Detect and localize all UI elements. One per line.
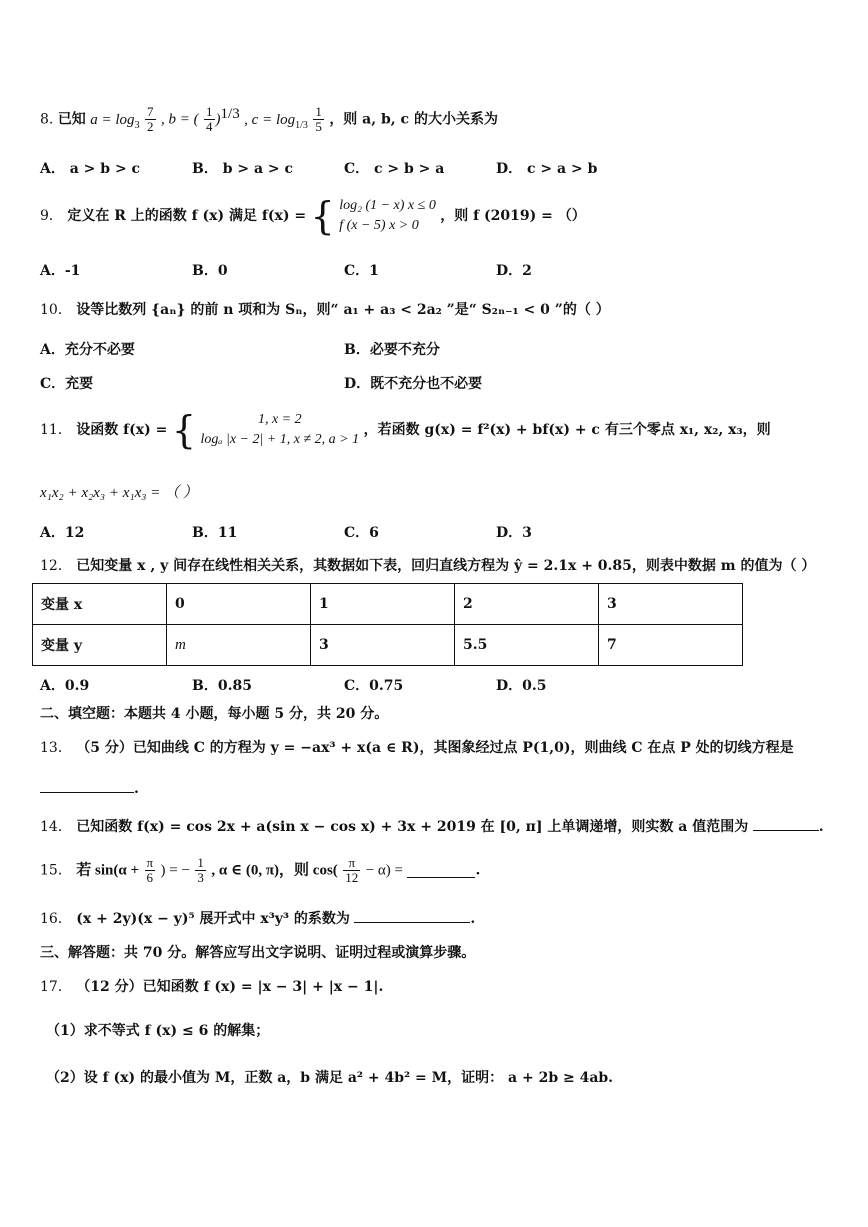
question-lead: 设函数 f(x) = (76, 422, 168, 438)
question-tail: ，则 a, b, c 的大小关系为 (329, 111, 498, 128)
option-c: C．6 (344, 525, 379, 541)
table-cell: 3 (599, 584, 743, 625)
option-a: A．12 (40, 525, 85, 541)
option-a: A．充分不必要 (40, 342, 135, 358)
table-cell: 7 (599, 625, 743, 666)
answer-blank (354, 908, 470, 923)
question-text: 已知函数 f(x) = cos 2x + a(sin x − cos x) + 3x + 2019 在 [0, π] 上单调递增，则实数 a 值范围为 (76, 819, 749, 835)
question-text: （12 分）已知函数 f (x) = |x − 3| + |x − 1|. (76, 979, 384, 995)
table-cell: 2 (455, 584, 599, 625)
question-15: 15． 若 sin(α + $\frac{\pi}{6}$ ) = − $\frac{1}{3}$ , α ∈ (0, π)，则 cos( $\frac{\pi}{12}$ − α) = . (40, 855, 481, 885)
option-a: A．-1 (40, 263, 81, 279)
question-number: 12． (40, 558, 72, 574)
question-17 (40, 977, 383, 997)
question-12 (40, 556, 815, 576)
option-b: B．0.85 (192, 678, 252, 694)
section-heading: 三、解答题：共 70 分。解答应写出文字说明、证明过程或演算步骤。 (40, 945, 476, 961)
option-b: B．必要不充分 (344, 342, 440, 358)
question-number: 9． (40, 208, 63, 224)
question-number: 17． (40, 979, 72, 995)
option-b: B． b > a > c (192, 161, 294, 177)
table-row (33, 584, 743, 625)
question-number: 15． (40, 862, 72, 879)
option-c: C． c > b > a (344, 161, 445, 177)
question-11-line2: x₁x₂ + x₂x₃ + x₁x₃ = （ ） (40, 485, 198, 501)
expr-b: , b = ( (160, 111, 199, 128)
question-16: 16． (x + 2y)(x − y)⁵ 展开式中 x³y³ 的系数为 . (40, 908, 475, 929)
question-number: 13． (40, 740, 72, 756)
exponent: 1/3 (220, 106, 240, 122)
expr-c: , $c = \log_{1/3}$ (244, 111, 308, 131)
question-lead: 已知 (57, 111, 86, 128)
data-table (32, 583, 743, 666)
fraction: $\frac{\pi}{12}$ (345, 855, 359, 885)
fraction: $\frac{1}{4}$ (206, 104, 213, 135)
answer-blank-line: . (40, 778, 139, 799)
option-d: D．3 (496, 525, 532, 541)
brace: { (171, 408, 197, 452)
table-cell: m (167, 625, 311, 666)
piecewise-cases: log₂ (1 − x) x ≤ 0 f (x − 5) x > 0 (339, 198, 436, 233)
fraction: $\frac{\pi}{6}$ (146, 855, 154, 885)
option-a: A．0.9 (40, 678, 90, 694)
table-cell: 3 (311, 625, 455, 666)
table-cell: 变量 x (33, 584, 167, 625)
expr-a: $a = \log_3$ (90, 111, 140, 131)
table-cell: 变量 y (33, 625, 167, 666)
answer-blank (40, 778, 134, 793)
option-d: D．2 (496, 263, 532, 279)
option-b: B．11 (192, 525, 238, 541)
table-cell: 1 (311, 584, 455, 625)
option-c: C．1 (344, 263, 379, 279)
section-heading: 二、填空题：本题共 4 小题，每小题 5 分，共 20 分。 (40, 706, 389, 722)
answer-blank (753, 816, 819, 831)
brace: { (310, 194, 335, 238)
question-number: 11． (40, 422, 72, 438)
piecewise-cases: 1, x = 2 logₐ |x − 2| + 1, x ≠ 2, a > 1 (200, 412, 360, 447)
option-d: D．0.5 (496, 678, 547, 694)
answer-blank (407, 863, 475, 878)
question-lead: 定义在 R 上的函数 f (x) 满足 f(x) = (67, 208, 307, 224)
question-text: 设等比数列 {aₙ} 的前 n 项和为 Sₙ，则“ a₁ + a₃ < 2a₂ ”是“ S₂ₙ₋₁ < 0 ”的（ ） (76, 302, 610, 318)
question-17-part-1: （1）求不等式 f (x) ≤ 6 的解集； (46, 1023, 270, 1039)
fraction: $\frac{1}{3}$ (197, 855, 204, 885)
question-number: 16． (40, 911, 72, 927)
question-text: 已知变量 x , y 间存在线性相关关系，其数据如下表，回归直线方程为 ŷ = 2.1x + 0.85，则表中数据 m 的值为（ ） (76, 558, 816, 574)
table-row (33, 625, 743, 666)
question-9 (40, 196, 586, 240)
question-11 (40, 410, 771, 458)
table-cell: 0 (167, 584, 311, 625)
question-13 (40, 738, 794, 758)
table-cell: 5.5 (455, 625, 599, 666)
question-number: 14． (40, 819, 72, 835)
question-text: (x + 2y)(x − y)⁵ 展开式中 x³y³ 的系数为 (76, 911, 350, 927)
question-8: 8. 已知 $a = \log_3$ $\frac{7}{2}$ , b = ( $\frac{1}{4}$ )$^{1/3}$ , $c = \log_{1/3}$ $\frac{1}{5}$ ，则 a, b, c 的大小关系为 (40, 104, 498, 135)
fraction: $\frac{1}{5}$ (315, 104, 322, 135)
question-text: （5 分）已知曲线 C 的方程为 y = −ax³ + x(a ∈ R)，其图象经过点 P(1,0)，则曲线 C 在点 P 处的切线方程是 (76, 740, 794, 756)
option-d: D． c > a > b (496, 161, 598, 177)
question-14: 14． 已知函数 f(x) = cos 2x + a(sin x − cos x) + 3x + 2019 在 [0, π] 上单调递增，则实数 a 值范围为 . (40, 816, 824, 837)
option-b: B．0 (192, 263, 228, 279)
question-number: 8. (40, 111, 54, 128)
option-d: D．既不充分也不必要 (344, 376, 483, 392)
option-c: C．充要 (40, 376, 94, 392)
option-c: C．0.75 (344, 678, 404, 694)
question-10 (40, 300, 610, 320)
question-tail: ，若函数 g(x) = f²(x) + bf(x) + c 有三个零点 x₁, x₂, x₃，则 (363, 422, 771, 438)
question-tail: ，则 f (2019) = （） (440, 208, 586, 224)
option-a: A． a > b > c (40, 161, 141, 177)
question-number: 10． (40, 302, 72, 318)
fraction: $\frac{7}{2}$ (147, 104, 154, 135)
question-17-part-2: （2）设 f (x) 的最小值为 M，正数 a，b 满足 a² + 4b² = M，证明： a + 2b ≥ 4ab. (46, 1070, 614, 1086)
